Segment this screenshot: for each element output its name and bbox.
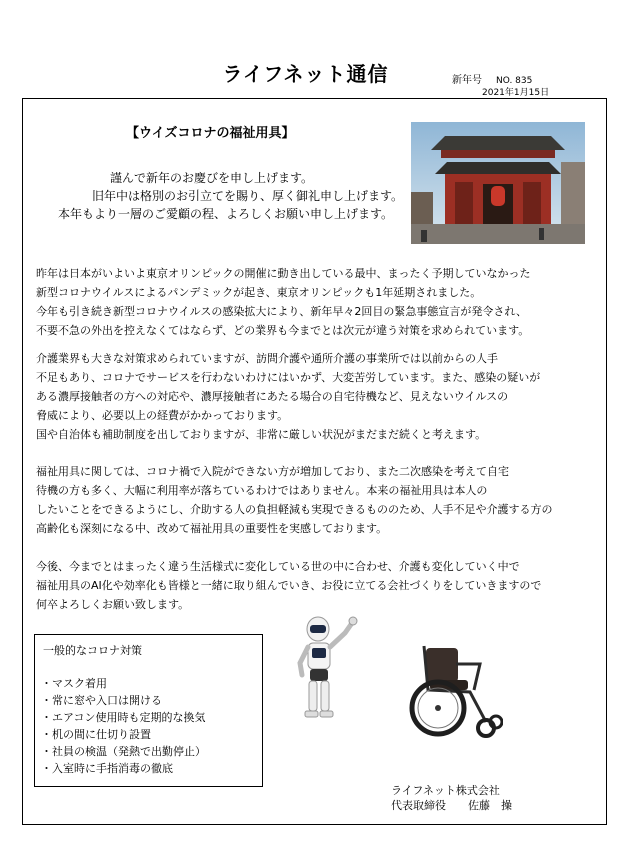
issue-date: 2021年1月15日 [482,88,550,98]
text-line: 昨年は日本がいよいよ東京オリンピックの開催に動き出している最中、まったく予期していなかった [36,267,531,280]
greeting-line: 謹んで新年のお慶びを申し上げます。 [110,171,314,185]
robot-image [290,615,362,725]
text-line: 今後、今までとはまったく違う生活様式に変化している世の中に合わせ、介護も変化していく中で [36,560,520,573]
company-name: ライフネット株式会社 [391,784,500,797]
representative: 代表取締役 佐藤 操 [391,799,512,812]
wheelchair-image [400,640,503,740]
corona-measures-box [34,634,263,787]
list-item: ・社員の検温（発熱で出勤停止） [41,745,206,758]
greeting-line: 旧年中は格別のお引立てを賜り、厚く御礼申し上げます。 [92,189,404,203]
measures-title: 一般的なコロナ対策 [43,644,142,657]
list-item: ・常に窓や入口は開ける [41,694,162,707]
list-item: ・入室時に手指消毒の徹底 [41,762,173,775]
text-line: 国や自治体も補助制度を出しておりますが、非常に厳しい状況がまだまだ続くと考えます。 [36,428,487,441]
text-line: 不足もあり、コロナでサービスを行わないわけにはいかず、大変苦労しています。また、感染の疑いが [36,371,541,384]
text-line: 介護業界も大きな対策求められていますが、訪問介護や通所介護の事業所では以前からの人手 [36,352,498,365]
text-line: 待機の方も多く、大幅に利用率が落ちているわけではありません。本来の福祉用具は本人の [36,484,488,497]
paragraph [36,264,601,340]
temple-gate-photo [411,122,585,244]
greeting-line: 本年もより一層のご愛顧の程、よろしくお願い申し上げます。 [58,207,394,221]
text-line: 何卒よろしくお願い致します。 [36,598,190,611]
text-line: 脅威により、必要以上の経費がかかっております。 [36,409,289,422]
issue-no: NO. 835 [496,76,533,86]
paragraph [36,349,601,444]
text-line: 高齢化も深刻になる中、改めて福祉用具の重要性を実感しております。 [36,522,388,535]
text-line: したいことをできるようにし、介助する人の負担軽減も実現できるもののため、人手不足や介護する方の [36,503,553,516]
issue-label: 新年号 [452,75,482,86]
article-heading: 【ウイズコロナの福祉用具】 [126,126,295,141]
paragraph [36,557,601,614]
list-item: ・机の間に仕切り設置 [41,728,151,741]
paragraph [36,462,601,538]
text-line: 福祉用具に関しては、コロナ禍で入院ができない方が増加しており、また二次感染を考えて自宅 [36,465,509,478]
text-line: ある濃厚接触者の方への対応や、濃厚接触者にあたる場合の自宅待機など、見えないウイルスの [36,390,509,403]
text-line: 福祉用具のAI化や効率化も皆様と一緒に取り組んでいき、お役に立てる会社づくりをしていきますので [36,579,542,592]
measures-list [41,675,206,777]
newsletter-title: ライフネット通信 [222,62,389,86]
text-line: 今年も引き続き新型コロナウイルスの感染拡大により、新年早々2回目の緊急事態宣言が発令され、 [36,305,527,318]
text-line: 新型コロナウイルスによるパンデミックが起き、東京オリンピックも1年延期されました。 [36,286,482,299]
issue-number [452,71,532,86]
list-item: ・マスク着用 [41,677,107,690]
list-item: ・エアコン使用時も定期的な換気 [41,711,206,724]
text-line: 不要不急の外出を控えなくてはならず、どの業界も今までとは次元が違う対策を求められています。 [36,324,530,337]
